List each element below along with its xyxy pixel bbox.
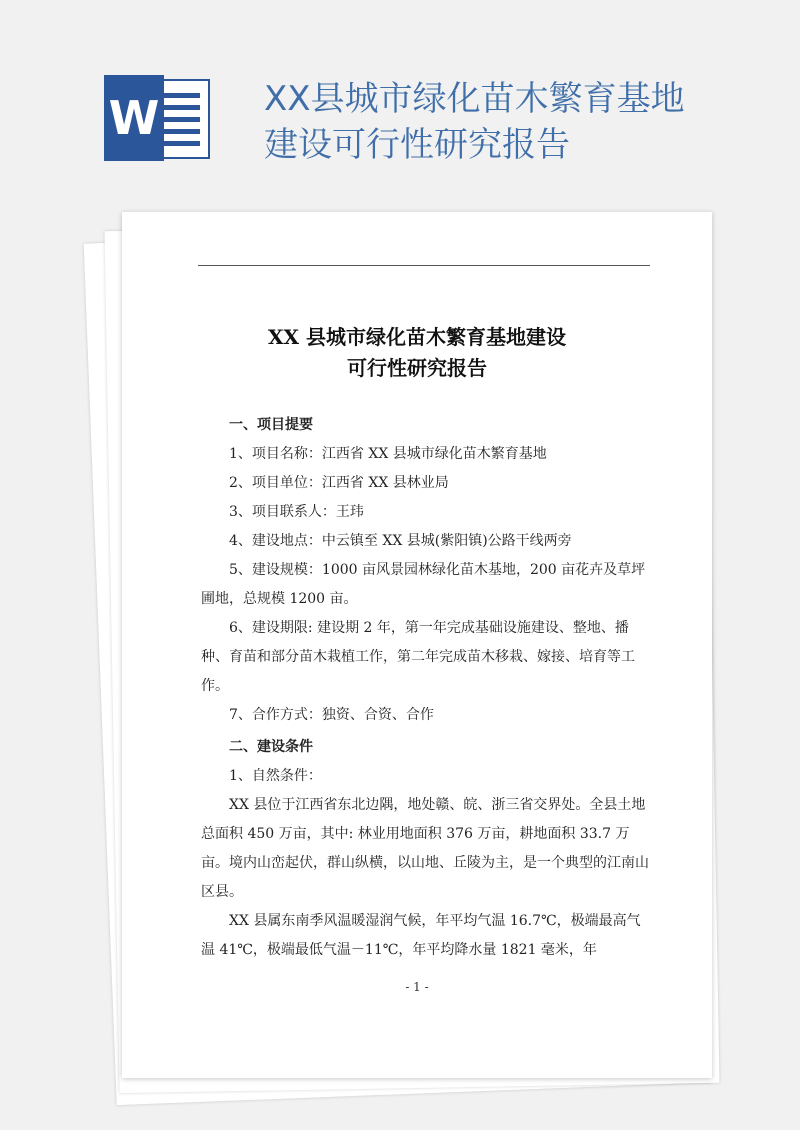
page-number: - 1 - xyxy=(405,980,429,994)
paragraph: 6、建设期限: 建设期 2 年，第一年完成基础设施建设、整地、播种、育苗和部分苗木栽植工作，第二年完成苗木移栽、嫁接、培育等工作。 xyxy=(201,620,635,694)
paragraph: XX 县位于江西省东北边隅，地处赣、皖、浙三省交界处。全县土地总面积 450 万亩，其中: 林业用地面积 376 万亩，耕地面积 33.7 万亩。境内山峦起伏，群山纵横，以山地、丘陵为主，是一个典型的江南山区县。 xyxy=(201,797,649,900)
section-heading: 二、建设条件 xyxy=(229,739,313,755)
paragraph: 5、建设规模：1000 亩风景园林绿化苗木基地，200 亩花卉及草坪圃地，总规模 1200 亩。 xyxy=(201,562,646,607)
word-icon-letter: W xyxy=(104,75,164,161)
paragraph: 2、项目单位：江西省 XX 县林业局 xyxy=(229,475,449,491)
header-rule xyxy=(198,265,650,266)
document-title-line-1: XX 县城市绿化苗木繁育基地建设 xyxy=(268,325,566,349)
document-title xyxy=(122,322,712,384)
paragraph: 3、项目联系人：王玮 xyxy=(229,504,364,520)
section-heading: 一、项目提要 xyxy=(229,417,313,433)
paragraph: XX 县属东南季风温暖湿润气候，年平均气温 16.7℃，极端最高气温 41℃，极端最低气温－11℃，年平均降水量 1821 毫米，年 xyxy=(201,913,641,958)
banner-title-line-1: XX县城市绿化苗木繁育基地 xyxy=(264,79,685,119)
banner-title xyxy=(264,76,764,168)
banner xyxy=(0,0,800,200)
paragraph: 7、合作方式：独资、合资、合作 xyxy=(229,707,434,723)
paragraph: 1、项目名称：江西省 XX 县城市绿化苗木繁育基地 xyxy=(229,446,547,462)
paragraph: 1、自然条件： xyxy=(229,768,322,784)
document-title-line-2: 可行性研究报告 xyxy=(347,356,487,380)
paragraph: 4、建设地点：中云镇至 XX 县城(紫阳镇)公路干线两旁 xyxy=(229,533,572,549)
word-document-icon xyxy=(104,75,212,161)
banner-title-line-2: 建设可行性研究报告 xyxy=(264,125,570,165)
document-body xyxy=(201,408,653,965)
